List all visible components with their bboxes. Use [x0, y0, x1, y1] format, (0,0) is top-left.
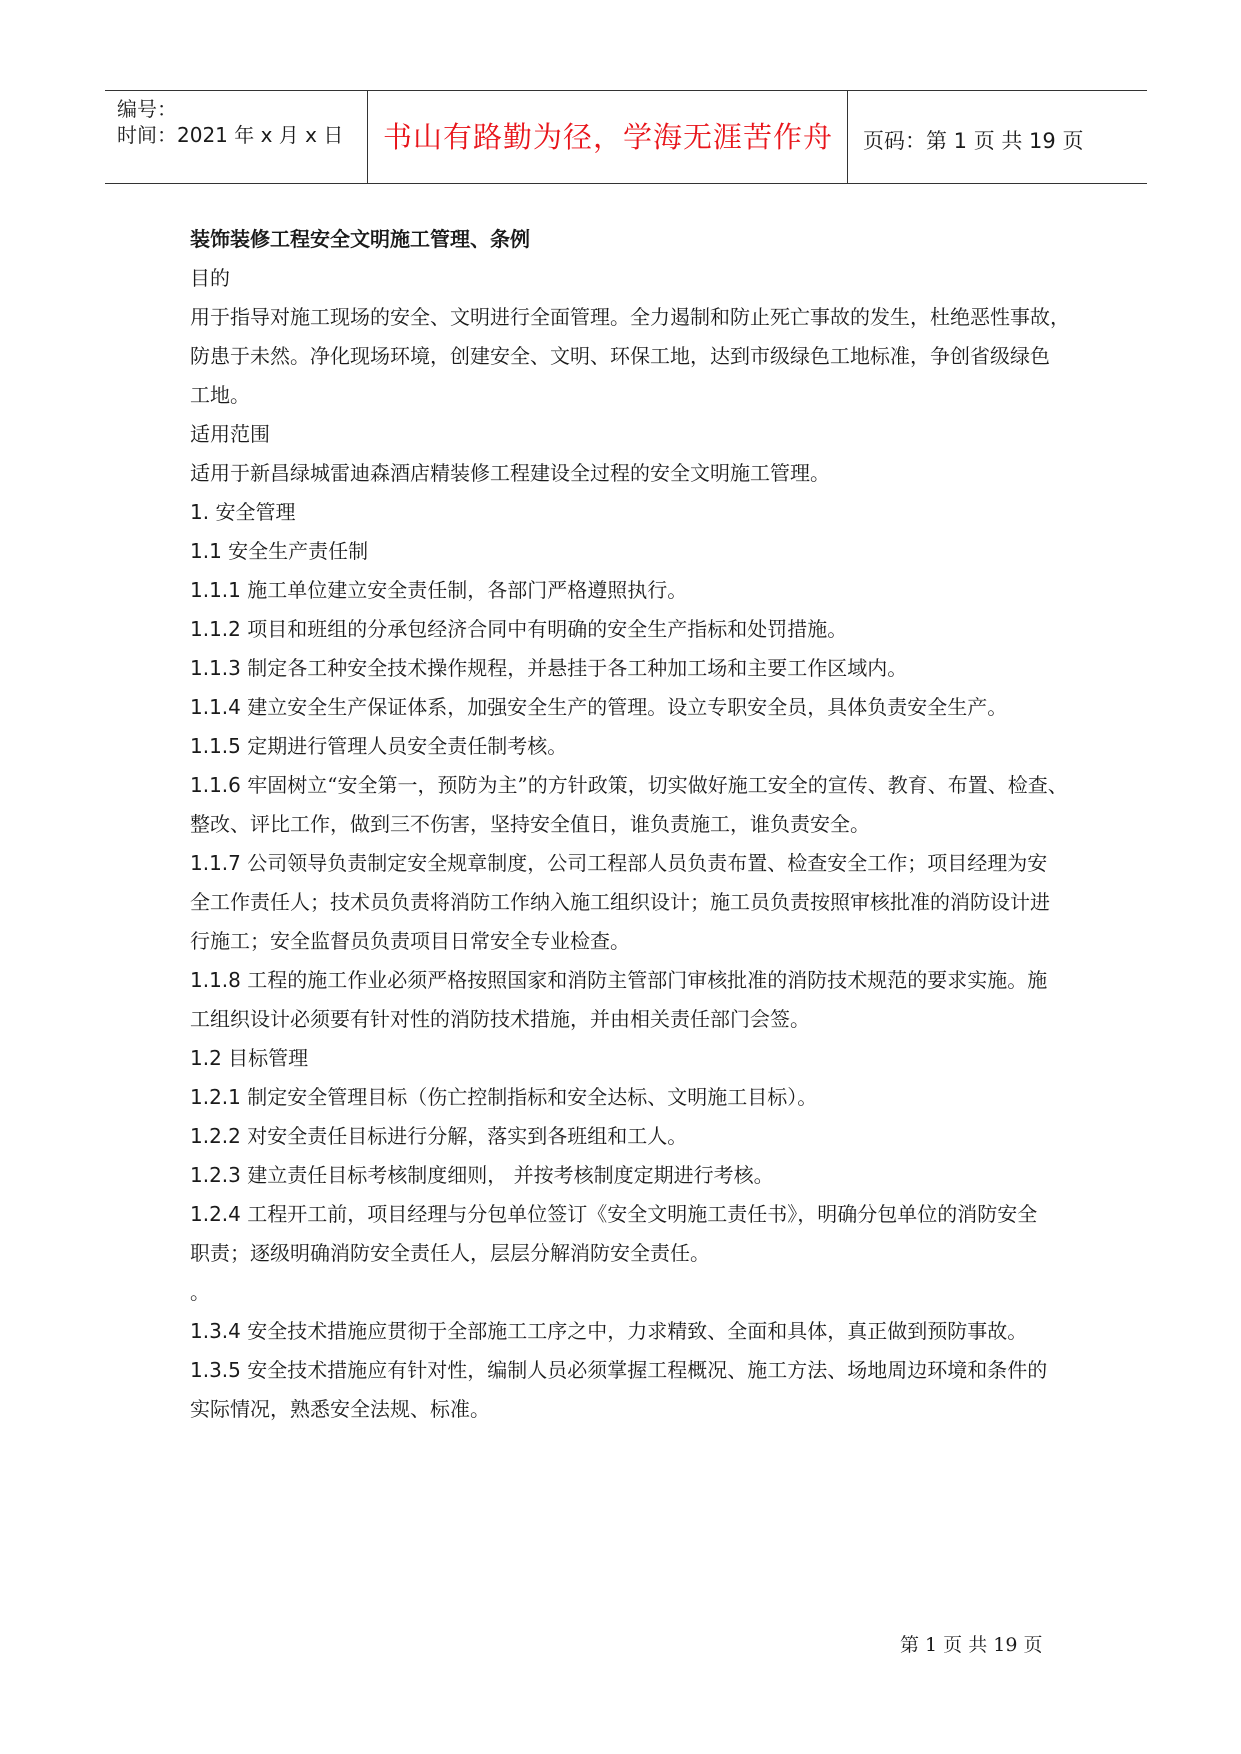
- clause-text: 目标管理: [221, 1046, 309, 1070]
- paragraph-line: [190, 883, 1130, 922]
- clause-text: 项目和班组的分承包经济合同中有明确的安全生产指标和处罚措施。: [240, 617, 848, 641]
- clause-number: 1.2.4: [190, 1202, 241, 1226]
- clause-text: 适用于新昌绿城雷迪森酒店精装修工程建设全过程的安全文明施工管理。: [190, 461, 830, 485]
- clause-number: 1.1.1: [190, 578, 241, 602]
- clause-text: 建立安全生产保证体系，加强安全生产的管理。设立专职安全员，具体负责安全生产。: [240, 695, 1008, 719]
- paragraph-line: [190, 727, 1130, 766]
- paragraph-line: [190, 1000, 1130, 1039]
- clause-text: 对安全责任目标进行分解，落实到各班组和工人。: [240, 1124, 688, 1148]
- paragraph-line: [190, 1234, 1130, 1273]
- clause-text: 整改、评比工作，做到三不伤害，坚持安全值日，谁负责施工，谁负责安全。: [190, 812, 870, 836]
- paragraph-line: [190, 610, 1130, 649]
- clause-text: 防患于未然。净化现场环境，创建安全、文明、环保工地，达到市级绿色工地标准，争创省级绿色: [190, 344, 1050, 368]
- paragraph-line: [190, 298, 1130, 337]
- clause-text: 建立责任目标考核制度细则， 并按考核制度定期进行考核。: [240, 1163, 774, 1187]
- clause-number: 1.: [190, 500, 210, 524]
- document-title: 装饰装修工程安全文明施工管理、条例: [190, 227, 530, 251]
- paragraph-line: [190, 1039, 1130, 1078]
- clause-text: 安全管理: [209, 500, 296, 524]
- clause-text: 工地。: [190, 383, 250, 407]
- paragraph-line: [190, 805, 1130, 844]
- header-motto: 书山有路勤为径，学海无涯苦作舟: [382, 120, 833, 154]
- paragraph-line: [190, 1156, 1130, 1195]
- clause-text: 工程的施工作业必须严格按照国家和消防主管部门审核批准的消防技术规范的要求实施。施: [240, 968, 1048, 992]
- header-left-cell: [105, 91, 368, 183]
- clause-text: 用于指导对施工现场的安全、文明进行全面管理。全力遏制和防止死亡事故的发生，杜绝恶性事故，: [190, 305, 1070, 329]
- paragraph-line: [190, 337, 1130, 376]
- clause-number: 1.1: [190, 539, 222, 563]
- paragraph-line: [190, 532, 1130, 571]
- clause-number: 1.1.8: [190, 968, 241, 992]
- paragraph-line: [190, 493, 1130, 532]
- clause-text: 牢固树立“安全第一，预防为主”的方针政策，切实做好施工安全的宣传、教育、布置、检查、: [240, 773, 1068, 797]
- document-number-label: 编号：: [117, 97, 177, 121]
- paragraph-line: [190, 376, 1130, 415]
- paragraph-line: [190, 922, 1130, 961]
- clause-number: 1.2.1: [190, 1085, 241, 1109]
- paragraph-line: [190, 1390, 1130, 1429]
- clause-number: 1.1.2: [190, 617, 241, 641]
- clause-number: 1.3.4: [190, 1319, 241, 1343]
- clause-text: 目的: [190, 266, 230, 290]
- document-body: [190, 220, 1130, 1429]
- page-footer: 第 1 页 共 19 页: [900, 1634, 1043, 1656]
- paragraph-line: [190, 649, 1130, 688]
- clause-number: 1.2: [190, 1046, 222, 1070]
- clause-number: 1.1.3: [190, 656, 241, 680]
- clause-number: 1.2.2: [190, 1124, 241, 1148]
- clause-number: 1.1.4: [190, 695, 241, 719]
- clause-text: 适用范围: [190, 422, 270, 446]
- header-page-info: 页码：第 1 页 共 19 页: [863, 129, 1084, 153]
- clause-text: 行施工；安全监督员负责项目日常安全专业检查。: [190, 929, 630, 953]
- clause-text: 实际情况，熟悉安全法规、标准。: [190, 1397, 490, 1421]
- paragraph-line: [190, 1195, 1130, 1234]
- clause-text: 工程开工前，项目经理与分包单位签订《安全文明施工责任书》，明确分包单位的消防安全: [240, 1202, 1038, 1226]
- paragraph-line: [190, 571, 1130, 610]
- paragraph-line: [190, 415, 1130, 454]
- paragraph-line: [190, 1351, 1130, 1390]
- clause-text: 工组织设计必须要有针对性的消防技术措施，并由相关责任部门会签。: [190, 1007, 810, 1031]
- paragraph-line: [190, 1312, 1130, 1351]
- clause-text: 制定安全管理目标（伤亡控制指标和安全达标、文明施工目标）。: [240, 1085, 818, 1109]
- header-motto-cell: [369, 91, 848, 183]
- paragraph-line: [190, 766, 1130, 805]
- paragraph-line: [190, 961, 1130, 1000]
- header-page-cell: [849, 91, 1147, 183]
- paragraph-list: [190, 259, 1130, 1429]
- clause-text: 定期进行管理人员安全责任制考核。: [240, 734, 568, 758]
- clause-text: 公司领导负责制定安全规章制度，公司工程部人员负责布置、检查安全工作；项目经理为安: [240, 851, 1048, 875]
- clause-text: 。: [190, 1280, 210, 1304]
- clause-text: 职责；逐级明确消防安全责任人，层层分解消防安全责任。: [190, 1241, 710, 1265]
- paragraph-line: [190, 688, 1130, 727]
- clause-text: 安全生产责任制: [221, 539, 369, 563]
- paragraph-line: [190, 454, 1130, 493]
- page-header: [105, 90, 1147, 184]
- document-time-label: 时间：2021 年 x 月 x 日: [117, 123, 344, 147]
- clause-number: 1.1.5: [190, 734, 241, 758]
- paragraph-line: [190, 1078, 1130, 1117]
- clause-text: 施工单位建立安全责任制，各部门严格遵照执行。: [240, 578, 688, 602]
- clause-text: 安全技术措施应有针对性，编制人员必须掌握工程概况、施工方法、场地周边环境和条件的: [240, 1358, 1048, 1382]
- clause-text: 安全技术措施应贯彻于全部施工工序之中，力求精致、全面和具体，真正做到预防事故。: [240, 1319, 1028, 1343]
- paragraph-line: [190, 844, 1130, 883]
- clause-number: 1.3.5: [190, 1358, 241, 1382]
- clause-text: 制定各工种安全技术操作规程，并悬挂于各工种加工场和主要工作区域内。: [240, 656, 908, 680]
- clause-number: 1.2.3: [190, 1163, 241, 1187]
- clause-number: 1.1.6: [190, 773, 241, 797]
- paragraph-line: [190, 1117, 1130, 1156]
- clause-number: 1.1.7: [190, 851, 241, 875]
- paragraph-line: [190, 1273, 1130, 1312]
- paragraph-line: [190, 259, 1130, 298]
- clause-text: 全工作责任人；技术员负责将消防工作纳入施工组织设计；施工员负责按照审核批准的消防设计进: [190, 890, 1050, 914]
